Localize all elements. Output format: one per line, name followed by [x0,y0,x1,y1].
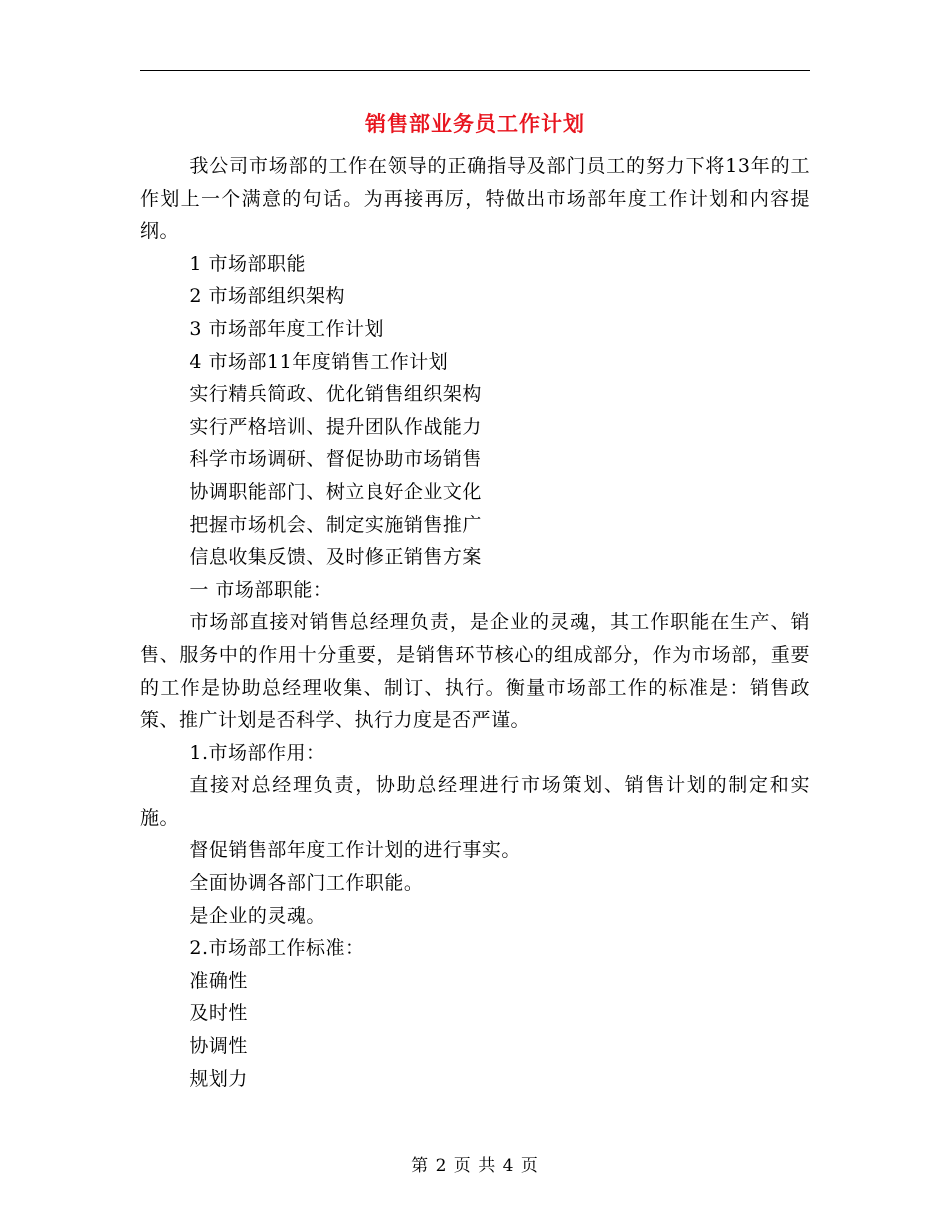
document-title: 销售部业务员工作计划 [365,111,585,136]
body-line: 1.市场部作用： [189,741,326,764]
body-line: 协调性 [189,1035,248,1058]
body-line: 全面协调各部门工作职能。 [189,872,424,895]
page-number-footer: 第 2 页 共 4 页 [411,1156,539,1176]
body-line: 信息收集反馈、及时修正销售方案 [189,546,482,569]
body-line: 规划力 [189,1067,248,1090]
body-paragraph: 直接对总经理负责，协助总经理进行市场策划、销售计划的制定和实施。 [140,774,810,829]
body-paragraph: 我公司市场部的工作在领导的正确指导及部门员工的努力下将13年的工作划上一个满意的句话。为再接再厉，特做出市场部年度工作计划和内容提纲。 [140,155,810,243]
body-line: 1 市场部职能 [189,252,307,275]
body-line: 3 市场部年度工作计划 [189,317,385,340]
body-line: 实行严格培训、提升团队作战能力 [189,415,482,438]
body-line: 2 市场部组织架构 [189,285,346,308]
body-line: 4 市场部11年度销售工作计划 [189,350,449,373]
header-rule [140,70,810,71]
body-line: 督促销售部年度工作计划的进行事实。 [189,839,521,862]
body-line: 实行精兵简政、优化销售组织架构 [189,383,482,406]
body-line: 准确性 [189,969,248,992]
body-paragraph: 市场部直接对销售总经理负责，是企业的灵魂，其工作职能在生产、销售、服务中的作用十分重要，是销售环节核心的组成部分，作为市场部，重要的工作是协助总经理收集、制订、执行。衡量市场部工作的标准是：销售政策、推广计划是否科学、执行力度是否严谨。 [140,611,810,732]
body-line: 及时性 [189,1002,248,1025]
body-line: 协调职能部门、树立良好企业文化 [189,480,482,503]
body-line: 一 市场部职能： [189,578,333,601]
body-line: 科学市场调研、督促协助市场销售 [189,448,482,471]
document-body [140,150,810,1095]
body-line: 2.市场部工作标准： [189,937,365,960]
body-line: 是企业的灵魂。 [189,904,326,927]
body-line: 把握市场机会、制定实施销售推广 [189,513,482,536]
